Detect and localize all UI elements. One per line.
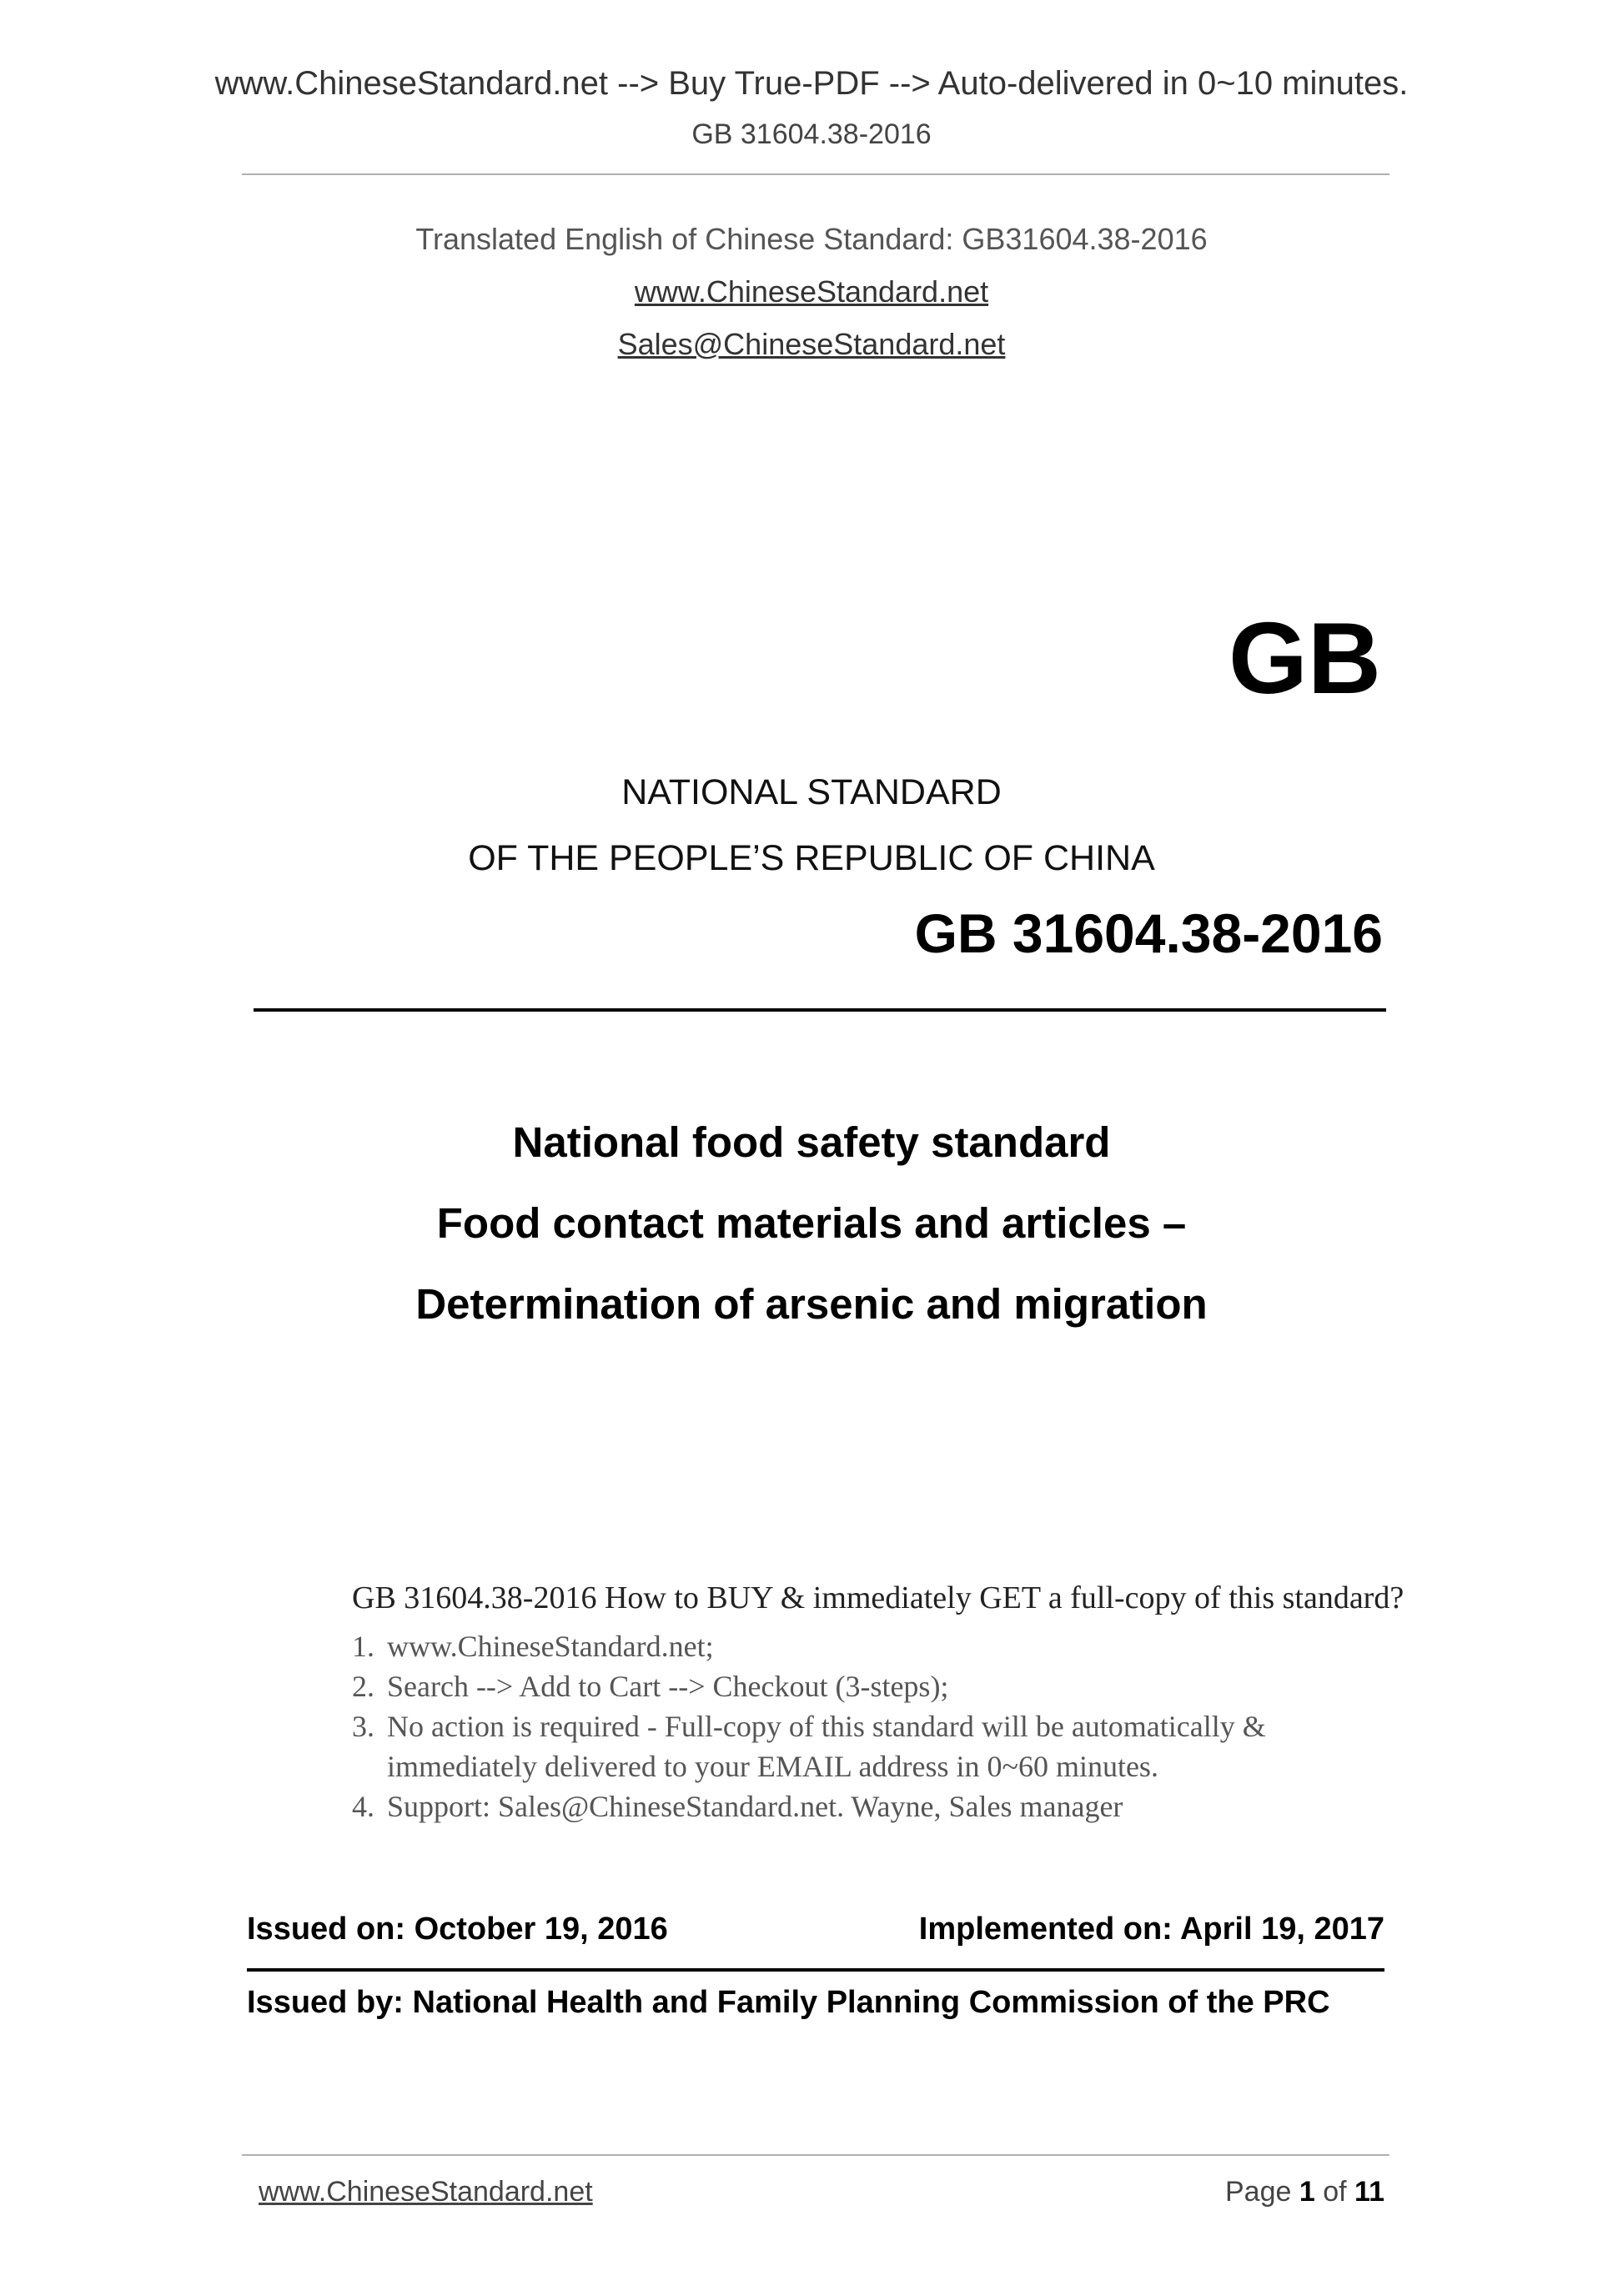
- buy-step-number: 2.: [352, 1670, 374, 1703]
- republic-line: OF THE PEOPLE’S REPUBLIC OF CHINA: [468, 838, 1155, 878]
- buy-step: [352, 1786, 1394, 1826]
- buy-step-text: Search --> Add to Cart --> Checkout (3-steps);: [387, 1670, 949, 1703]
- footer: [259, 2176, 1384, 2208]
- issue-dates: [247, 1912, 1384, 1947]
- issued-on: Issued on: October 19, 2016: [247, 1912, 668, 1947]
- buy-step: [352, 1626, 1394, 1666]
- header-standard-code: GB 31604.38-2016: [691, 118, 932, 150]
- header-divider: [242, 173, 1389, 175]
- buy-step-number: 1.: [352, 1630, 374, 1663]
- standard-code: GB 31604.38-2016: [914, 902, 1383, 964]
- page-prefix: Page: [1225, 2176, 1292, 2208]
- page-of: of: [1323, 2176, 1347, 2208]
- buy-step: [352, 1706, 1394, 1786]
- title-line-1: National food safety standard: [512, 1118, 1111, 1166]
- footer-divider: [242, 2154, 1389, 2156]
- buy-title: GB 31604.38-2016 How to BUY & immediately GET a full-copy of this standard?: [352, 1580, 1404, 1615]
- page-total: 11: [1354, 2176, 1384, 2208]
- email-link-row: [0, 327, 1623, 362]
- buy-step-number: 4.: [352, 1790, 374, 1823]
- translated-notice: Translated English of Chinese Standard: GB31604.38-2016: [415, 222, 1208, 256]
- buy-step-number: 3.: [352, 1710, 374, 1743]
- issued-by: Issued by: National Health and Family Planning Commission of the PRC: [247, 1985, 1330, 2020]
- buy-instructions: [352, 1580, 1404, 1826]
- website-link[interactable]: www.ChineseStandard.net: [634, 274, 989, 309]
- page-indicator: [1225, 2176, 1384, 2208]
- title-line-3: Determination of arsenic and migration: [415, 1280, 1208, 1328]
- buy-step-text: No action is required - Full-copy of this standard will be automatically & immediately delivered to your EMAIL address in 0~60 minutes.: [387, 1710, 1266, 1783]
- email-link[interactable]: Sales@ChineseStandard.net: [617, 327, 1006, 361]
- buy-step: [352, 1666, 1394, 1706]
- page-current: 1: [1299, 2176, 1315, 2208]
- title-line-2: Food contact materials and articles –: [436, 1199, 1187, 1247]
- footer-website-link[interactable]: www.ChineseStandard.net: [259, 2176, 593, 2208]
- buy-step-text: www.ChineseStandard.net;: [387, 1630, 714, 1663]
- issue-divider: [247, 1968, 1384, 1972]
- national-standard-line: NATIONAL STANDARD: [621, 772, 1002, 812]
- buy-steps: [352, 1626, 1394, 1826]
- title-divider: [254, 1008, 1386, 1012]
- gb-mark: GB: [1229, 601, 1381, 715]
- buy-step-text: Support: Sales@ChineseStandard.net. Wayne, Sales manager: [387, 1790, 1123, 1823]
- implemented-on: Implemented on: April 19, 2017: [918, 1912, 1384, 1947]
- website-link-row: [0, 274, 1623, 309]
- header-banner: www.ChineseStandard.net --> Buy True-PDF --> Auto-delivered in 0~10 minutes.: [214, 65, 1409, 102]
